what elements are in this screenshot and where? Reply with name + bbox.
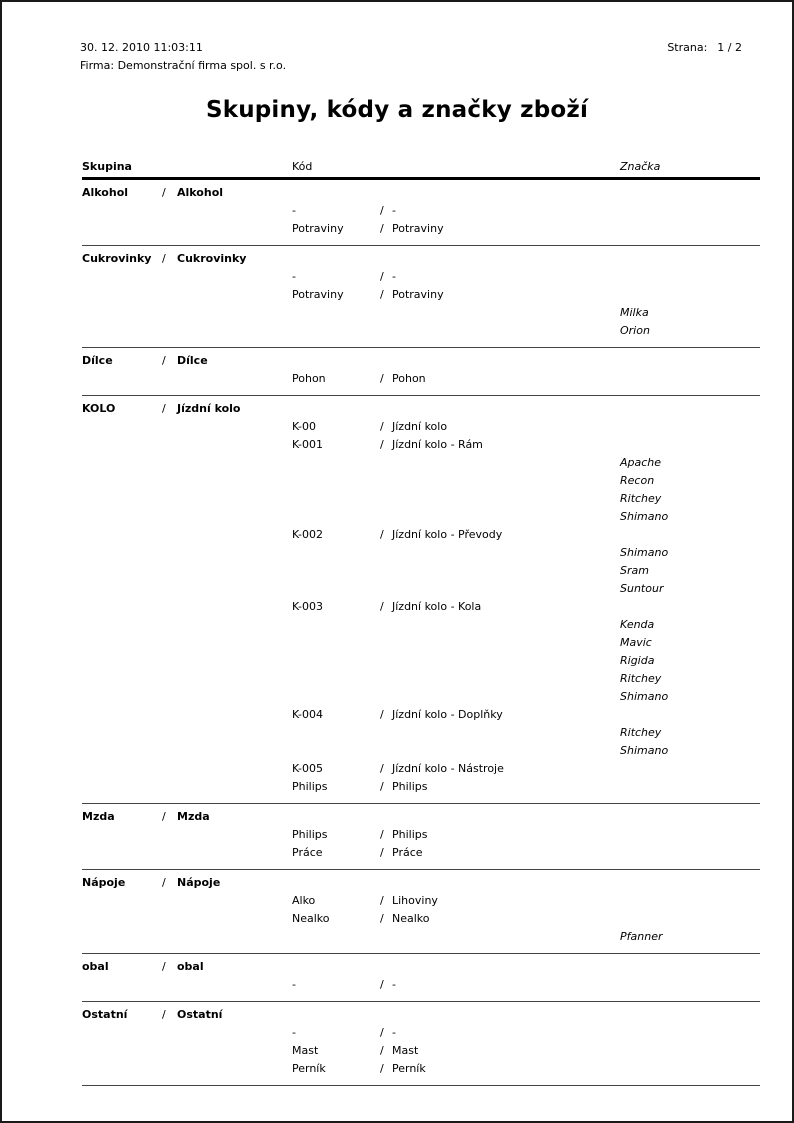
code-name: Jízdní kolo - Převody bbox=[392, 528, 503, 541]
group-name: Ostatní bbox=[177, 1008, 223, 1021]
code-value: Potraviny bbox=[292, 222, 344, 235]
code-row bbox=[82, 220, 760, 238]
code-name: Potraviny bbox=[392, 288, 444, 301]
separator: / bbox=[380, 894, 384, 907]
group-code: Cukrovinky bbox=[82, 252, 152, 265]
brand-name: Milka bbox=[620, 306, 649, 319]
code-row bbox=[82, 598, 760, 616]
group-code: Ostatní bbox=[82, 1008, 128, 1021]
column-header-skupina: Skupina bbox=[82, 160, 132, 173]
brand-name: Shimano bbox=[620, 744, 669, 757]
separator: / bbox=[162, 1008, 166, 1021]
group-name: Mzda bbox=[177, 810, 210, 823]
separator: / bbox=[380, 828, 384, 841]
code-value: Nealko bbox=[292, 912, 330, 925]
separator: / bbox=[380, 1062, 384, 1075]
code-value: K-005 bbox=[292, 762, 324, 775]
group-section bbox=[82, 804, 760, 870]
brand-name: Ritchey bbox=[620, 726, 662, 739]
group-header-row bbox=[82, 958, 760, 976]
code-value: - bbox=[292, 1026, 296, 1039]
code-name: Lihoviny bbox=[392, 894, 438, 907]
firm-line bbox=[80, 59, 286, 72]
separator: / bbox=[380, 1026, 384, 1039]
separator: / bbox=[380, 912, 384, 925]
group-header-row bbox=[82, 250, 760, 268]
code-name: - bbox=[392, 1026, 396, 1039]
brand-row bbox=[82, 616, 760, 634]
code-value: K-00 bbox=[292, 420, 317, 433]
code-name: Jízdní kolo bbox=[392, 420, 448, 433]
separator: / bbox=[380, 762, 384, 775]
separator: / bbox=[380, 372, 384, 385]
code-value: Pohon bbox=[292, 372, 326, 385]
brand-row bbox=[82, 304, 760, 322]
brand-name: Recon bbox=[620, 474, 655, 487]
brand-name: Orion bbox=[620, 324, 650, 337]
code-value: - bbox=[292, 270, 296, 283]
code-value: Práce bbox=[292, 846, 323, 859]
brand-name: Rigida bbox=[620, 654, 655, 667]
separator: / bbox=[162, 402, 166, 415]
group-header-row bbox=[82, 1006, 760, 1024]
brand-name: Shimano bbox=[620, 690, 669, 703]
brand-name: Shimano bbox=[620, 546, 669, 559]
group-name: Cukrovinky bbox=[177, 252, 247, 265]
code-value: Philips bbox=[292, 828, 328, 841]
separator: / bbox=[380, 270, 384, 283]
code-row bbox=[82, 778, 760, 796]
firm-name: Demonstrační firma spol. s r.o. bbox=[117, 59, 287, 72]
code-row bbox=[82, 910, 760, 928]
group-section bbox=[82, 180, 760, 246]
separator: / bbox=[380, 600, 384, 613]
code-value: Mast bbox=[292, 1044, 319, 1057]
code-value: - bbox=[292, 204, 296, 217]
code-value: Philips bbox=[292, 780, 328, 793]
group-header-row bbox=[82, 184, 760, 202]
group-header-row bbox=[82, 874, 760, 892]
separator: / bbox=[162, 810, 166, 823]
brand-row bbox=[82, 508, 760, 526]
brand-row bbox=[82, 322, 760, 340]
separator: / bbox=[380, 420, 384, 433]
group-section bbox=[82, 870, 760, 954]
group-section bbox=[82, 396, 760, 804]
separator: / bbox=[162, 876, 166, 889]
page-indicator bbox=[667, 41, 742, 54]
group-section bbox=[82, 348, 760, 396]
brand-row bbox=[82, 688, 760, 706]
code-name: - bbox=[392, 270, 396, 283]
code-value: K-001 bbox=[292, 438, 324, 451]
column-header-znacka: Značka bbox=[620, 160, 661, 173]
brand-name: Ritchey bbox=[620, 672, 662, 685]
group-section bbox=[82, 246, 760, 348]
code-row bbox=[82, 436, 760, 454]
code-row bbox=[82, 706, 760, 724]
separator: / bbox=[380, 528, 384, 541]
separator: / bbox=[162, 252, 166, 265]
code-name: Philips bbox=[392, 780, 428, 793]
code-row bbox=[82, 286, 760, 304]
column-header-kod: Kód bbox=[292, 160, 313, 173]
code-row bbox=[82, 892, 760, 910]
brand-row bbox=[82, 580, 760, 598]
separator: / bbox=[162, 354, 166, 367]
report-datetime: 30. 12. 2010 11:03:11 bbox=[80, 41, 203, 54]
code-value: K-004 bbox=[292, 708, 324, 721]
report-title: Skupiny, kódy a značky zboží bbox=[205, 97, 589, 123]
separator: / bbox=[380, 708, 384, 721]
brand-row bbox=[82, 490, 760, 508]
separator: / bbox=[380, 438, 384, 451]
firm-label: Firma: bbox=[80, 59, 115, 72]
group-code: Nápoje bbox=[82, 876, 126, 889]
code-value: Alko bbox=[292, 894, 316, 907]
group-name: Jízdní kolo bbox=[177, 402, 241, 415]
code-row bbox=[82, 418, 760, 436]
code-name: Potraviny bbox=[392, 222, 444, 235]
group-section bbox=[82, 954, 760, 1002]
group-name: Nápoje bbox=[177, 876, 221, 889]
separator: / bbox=[380, 1044, 384, 1057]
page-number: 1 / 2 bbox=[717, 41, 742, 54]
code-value: Perník bbox=[292, 1062, 326, 1075]
code-name: - bbox=[392, 204, 396, 217]
code-name: Práce bbox=[392, 846, 423, 859]
group-header-row bbox=[82, 808, 760, 826]
code-name: - bbox=[392, 978, 396, 991]
group-code: Mzda bbox=[82, 810, 115, 823]
code-row bbox=[82, 202, 760, 220]
brand-name: Apache bbox=[620, 456, 662, 469]
group-header-row bbox=[82, 400, 760, 418]
group-code: Alkohol bbox=[82, 186, 129, 199]
separator: / bbox=[380, 780, 384, 793]
separator: / bbox=[380, 222, 384, 235]
code-name: Jízdní kolo - Nástroje bbox=[392, 762, 504, 775]
code-row bbox=[82, 526, 760, 544]
brand-name: Shimano bbox=[620, 510, 669, 523]
code-name: Jízdní kolo - Doplňky bbox=[392, 708, 503, 721]
brand-row bbox=[82, 652, 760, 670]
brand-name: Pfanner bbox=[620, 930, 663, 943]
code-row bbox=[82, 976, 760, 994]
brand-row bbox=[82, 544, 760, 562]
code-row bbox=[82, 826, 760, 844]
code-row bbox=[82, 268, 760, 286]
code-value: K-002 bbox=[292, 528, 324, 541]
brand-name: Sram bbox=[620, 564, 649, 577]
code-row bbox=[82, 1024, 760, 1042]
brand-row bbox=[82, 928, 760, 946]
code-row bbox=[82, 370, 760, 388]
brand-row bbox=[82, 454, 760, 472]
brand-name: Kenda bbox=[620, 618, 655, 631]
brand-row bbox=[82, 562, 760, 580]
code-value: Potraviny bbox=[292, 288, 344, 301]
group-code: obal bbox=[82, 960, 109, 973]
code-row bbox=[82, 1060, 760, 1078]
group-header-row bbox=[82, 352, 760, 370]
code-name: Nealko bbox=[392, 912, 430, 925]
code-value: K-003 bbox=[292, 600, 324, 613]
brand-row bbox=[82, 472, 760, 490]
code-name: Jízdní kolo - Kola bbox=[392, 600, 482, 613]
brand-row bbox=[82, 724, 760, 742]
separator: / bbox=[162, 186, 166, 199]
separator: / bbox=[380, 846, 384, 859]
group-code: KOLO bbox=[82, 402, 116, 415]
code-name: Perník bbox=[392, 1062, 426, 1075]
separator: / bbox=[162, 960, 166, 973]
code-row bbox=[82, 1042, 760, 1060]
group-section bbox=[82, 1002, 760, 1086]
code-row bbox=[82, 844, 760, 862]
code-name: Philips bbox=[392, 828, 428, 841]
groups bbox=[82, 180, 760, 1086]
code-name: Jízdní kolo - Rám bbox=[392, 438, 483, 451]
group-name: Dílce bbox=[177, 354, 208, 367]
brand-row bbox=[82, 742, 760, 760]
brand-name: Ritchey bbox=[620, 492, 662, 505]
brand-name: Mavic bbox=[620, 636, 652, 649]
code-name: Mast bbox=[392, 1044, 419, 1057]
separator: / bbox=[380, 204, 384, 217]
group-name: obal bbox=[177, 960, 204, 973]
table-header-row bbox=[82, 157, 760, 180]
separator: / bbox=[380, 288, 384, 301]
separator: / bbox=[380, 978, 384, 991]
group-name: Alkohol bbox=[177, 186, 224, 199]
group-code: Dílce bbox=[82, 354, 113, 367]
brand-row bbox=[82, 634, 760, 652]
report-table bbox=[82, 157, 760, 1086]
brand-name: Suntour bbox=[620, 582, 664, 595]
brand-row bbox=[82, 670, 760, 688]
code-name: Pohon bbox=[392, 372, 426, 385]
code-value: - bbox=[292, 978, 296, 991]
code-row bbox=[82, 760, 760, 778]
page-label: Strana: bbox=[667, 41, 708, 54]
